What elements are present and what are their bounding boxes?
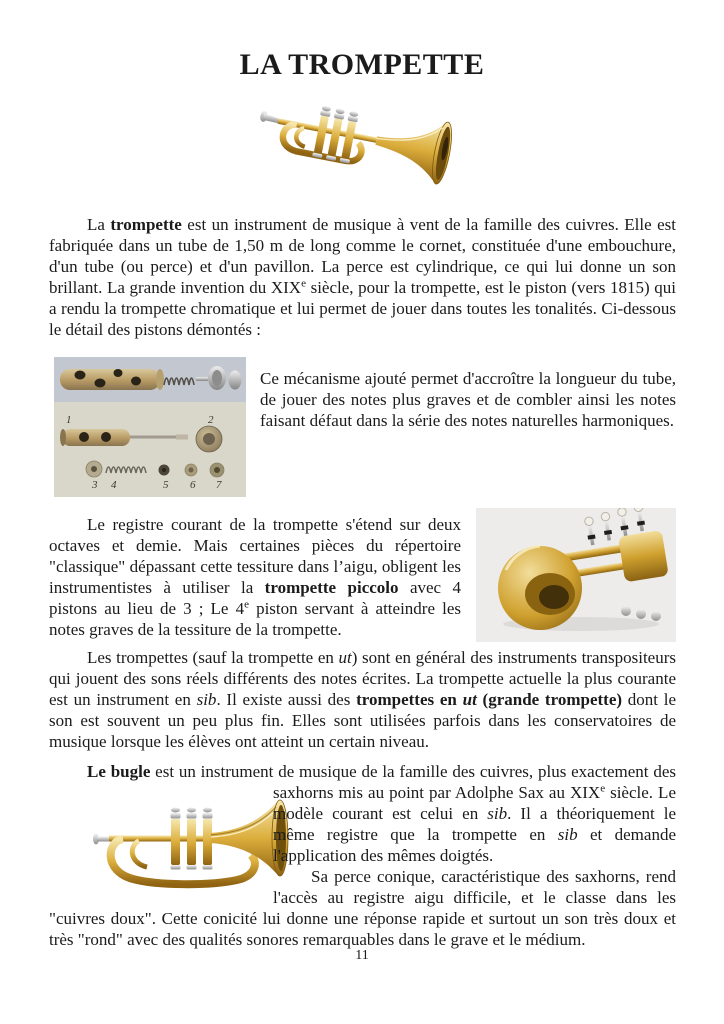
bugle-section [49, 761, 676, 950]
pistons-section [49, 357, 676, 497]
transposing-paragraph [49, 647, 676, 752]
text-segment: Les trompettes (sauf la trompette en [87, 648, 339, 667]
text-segment: et demande l'application des mêmes doigtés. [273, 825, 676, 865]
bugle-paragraph-1 [49, 761, 676, 866]
piston-part-number: 2 [208, 414, 214, 426]
trumpet-photo [249, 100, 477, 202]
bugle-illustration [91, 787, 299, 899]
text-segment: Le bugle [87, 762, 151, 781]
text-segment: dont le son est souvent un peu plus fin. Elles sont utilisées parfois dans les conservatoires de musique lorsque les élèves ont atteint un certain niveau. [49, 690, 676, 751]
piccolo-illustration [476, 508, 676, 642]
text-segment: trompette piccolo [264, 578, 399, 597]
text-segment: sib [196, 690, 217, 709]
text-segment: (grande trompette) [476, 690, 623, 709]
text-segment: ut [462, 690, 477, 709]
text-segment: Le registre courant de la trompette s'étend sur deux octaves et demie. Mais certaines pièces du répertoire "classique" dépassant cette tessiture dans l’aigu, obligent les instrumentistes à utiliser la [49, 515, 461, 597]
text-segment: ) sont en général des instruments transpositeurs qui jouent des sons réels différents des notes écrites. La trompette actuelle la plus courante est un instrument en [49, 648, 676, 709]
text-segment: trompette [110, 215, 182, 234]
register-paragraph [49, 510, 461, 642]
pistons-illustration [54, 357, 246, 497]
register-section [49, 510, 676, 642]
text-segment: trompettes en [356, 690, 463, 709]
piston-part-number: 1 [66, 414, 72, 426]
text-segment: . Il existe aussi des [216, 690, 357, 709]
text-segment: siècle, pour la trompette, est le piston (vers 1815) qui a rendu la trompette chromatique et lui permet de jouer dans toutes les tonalités. Ci-dessous le détail des pistons démontés : [49, 278, 676, 339]
trumpet-illustration [249, 100, 477, 202]
text-segment: piston servant à atteindre les notes graves de la tessiture de la trompette. [49, 599, 461, 639]
text-segment: e [600, 782, 606, 795]
text-segment: Sa perce conique, caractéristique des saxhorns, rend l'accès au registre aigu difficile, et le classe dans les "cuivres doux". Cette conicité lui donne une réponse rapide et surtout un son très doux et très "rond" avec des qualités sonores remarquables dans le grave et le médium. [49, 867, 676, 949]
page-number: 11 [355, 948, 369, 963]
piston-part-number: 4 [111, 479, 117, 491]
text-segment: est un instrument de musique à vent de la famille des cuivres. Elle est fabriquée dans un tube de 1,50 m de long comme le cornet, constituée d'une embouchure, d'un tube (ou perce) et d'un pavillon. La perce est cylindrique, ce qui lui donne un son brillant. La grande invention du XIX [49, 215, 676, 297]
piston-part-number: 3 [92, 479, 98, 491]
bugle-text-before-image [87, 762, 653, 781]
page-title: LA TROMPETTE [239, 48, 485, 81]
intro-paragraph [49, 214, 676, 340]
piston-part-number: 7 [216, 479, 222, 491]
text-segment: La [87, 215, 111, 234]
piston-part-number: 6 [190, 479, 196, 491]
text-segment: . Il a théoriquement le même registre que la trompette en [273, 804, 676, 844]
text-segment: Ce mécanisme ajouté permet d'accroître la longueur du tube, de jouer des notes plus graves et de combler ainsi les notes faisant défaut dans la série des notes naturelles harmoniques. [260, 369, 676, 430]
text-segment: ut [338, 648, 352, 667]
text-segment: des saxhorns mis au point par Adolphe Sax au XIX [273, 762, 676, 802]
text-segment: sib [557, 825, 578, 844]
piston-part-number: 5 [163, 479, 169, 491]
piccolo-trumpet-photo [476, 508, 676, 642]
text-segment: avec 4 pistons au lieu de 3 ; Le 4 [49, 578, 462, 618]
mechanism-paragraph [246, 357, 676, 497]
pistons-photo [54, 357, 246, 497]
text-segment: e [244, 598, 249, 611]
text-segment: sib [487, 804, 508, 823]
bugle-photo [53, 787, 261, 899]
text-segment: siècle. Le modèle courant est celui en [273, 783, 676, 823]
text-segment: e [301, 277, 306, 290]
text-segment: est un instrument de musique de la famille des cuivres, plus exactement [150, 762, 654, 781]
